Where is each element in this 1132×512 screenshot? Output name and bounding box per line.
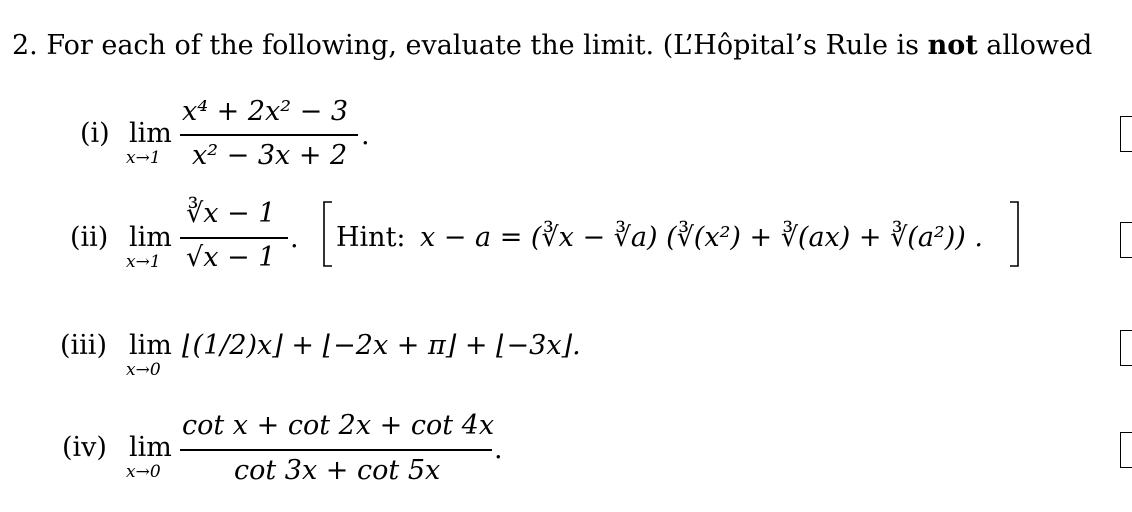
hint-label: Hint: (336, 222, 406, 253)
hint-right-bracket (1004, 200, 1024, 270)
lim-subscript: x→0 (126, 360, 161, 380)
lim-operator: lim (129, 330, 172, 361)
lim-operator: lim (129, 118, 172, 149)
marks-bracket (1120, 116, 1132, 152)
lim-operator: lim (129, 432, 172, 463)
marks-bracket (1120, 330, 1132, 366)
trailing-period: . (494, 434, 503, 465)
question-prompt-end: allowed (977, 30, 1093, 61)
floor-expression: ⌊(1/2)x⌋ + ⌊−2x + π⌋ + ⌊−3x⌋. (182, 330, 581, 361)
part-label: (i) (80, 118, 110, 149)
trailing-period: . (290, 223, 299, 254)
lim-subscript: x→1 (126, 252, 161, 272)
question-number: 2. (12, 30, 38, 61)
lim-operator: lim (129, 222, 172, 253)
question-header (12, 30, 1092, 61)
part-label: (iv) (62, 432, 107, 463)
fraction-numerator: ∛x − 1 (186, 198, 276, 229)
fraction-denominator: √x − 1 (186, 242, 276, 273)
question-prompt: For each of the following, evaluate the limit. (L’Hôpital’s Rule is (46, 30, 928, 61)
fraction-numerator: cot x + cot 2x + cot 4x (182, 410, 495, 441)
hint-expression: x − a = (∛x − ∛a) (∛(x²) + ∛(ax) + ∛(a²)) . (420, 222, 983, 253)
fraction-denominator: x² − 3x + 2 (192, 140, 348, 171)
marks-bracket (1120, 222, 1132, 258)
marks-bracket (1120, 432, 1132, 468)
part-label: (ii) (70, 222, 109, 253)
part-label: (iii) (60, 330, 107, 361)
prompt-emphasis: not (927, 30, 978, 61)
fraction-numerator: x⁴ + 2x² − 3 (182, 96, 349, 127)
lim-subscript: x→1 (126, 148, 161, 168)
fraction-denominator: cot 3x + cot 5x (234, 455, 441, 486)
hint-left-bracket (318, 200, 338, 270)
trailing-period: . (361, 120, 370, 151)
fraction-bar (180, 134, 358, 136)
fraction-bar (180, 449, 492, 451)
lim-subscript: x→0 (126, 462, 161, 482)
fraction-bar (180, 237, 288, 239)
